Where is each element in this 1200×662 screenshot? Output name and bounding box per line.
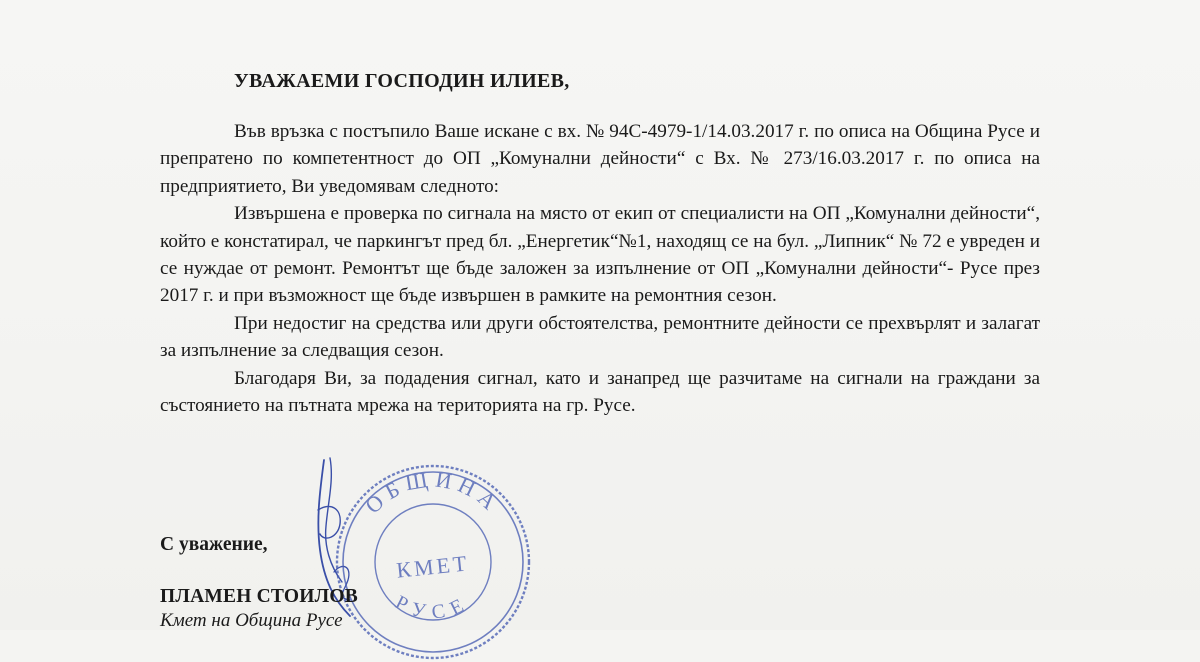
stamp-center-text: КМЕТ xyxy=(395,550,471,583)
stamp-bottom-text: РУСЕ xyxy=(391,591,475,624)
paragraph-request: Във връзка с постъпило Ваше искане с вх. № 94С-4979-1/14.03.2017 г. по описа на Община Русе и препратено по компетентност до ОП „Комунални дейности“ с Вх. № 273/16.03.2017 г. по описа на предприятието, Ви уведомявам следното: xyxy=(160,121,1040,197)
signer-title: Кмет на Община Русе xyxy=(160,610,343,631)
salutation: УВАЖАЕМИ ГОСПОДИН ИЛИЕВ, xyxy=(234,70,570,92)
signer-name: ПЛАМЕН СТОИЛОВ xyxy=(160,586,358,607)
municipality-stamp xyxy=(328,452,538,662)
paragraph-inspection: Извършена е проверка по сигнала на място от екип от специалисти на ОП „Комунални дейности“, който е констатирал, че паркингът пред бл. „Енергетик“№1, находящ се на бул. „Липник“ № 72 е увреден и се нуждае от ремонт. Ремонтът ще бъде заложен за изпълнение от ОП „Комунални дейности“- Русе през 2017 г. и при възможност ще бъде извършен в рамките на ремонтния сезон. xyxy=(160,203,1040,307)
stamp-top-text: ОБЩИНА xyxy=(360,465,506,519)
paragraph-shortage: При недостиг на средства или други обстоятелства, ремонтните дейности се прехвърлят и залагат за изпълнение за следващия сезон. xyxy=(160,312,1040,362)
paragraph-thanks: Благодаря Ви, за подадения сигнал, като и занапред ще разчитаме на сигнали на граждани за състоянието на пътната мрежа на територията на гр. Русе. xyxy=(160,367,1040,417)
closing: С уважение, xyxy=(160,534,268,555)
letter-body xyxy=(160,118,1040,419)
